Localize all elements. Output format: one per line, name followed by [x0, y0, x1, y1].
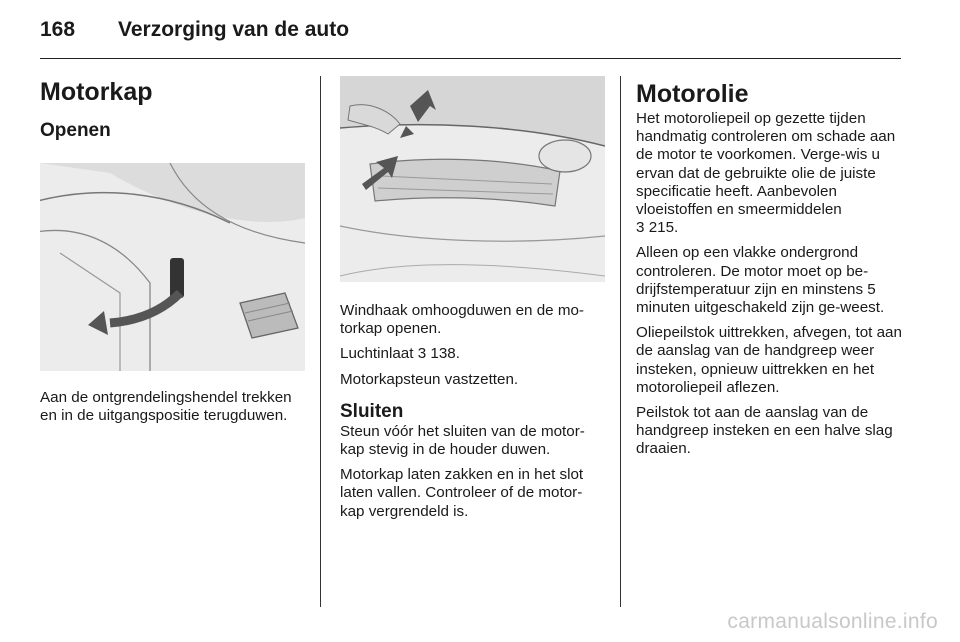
column-divider — [320, 76, 321, 607]
page-header — [40, 18, 349, 48]
paragraph: Windhaak omhoogduwen en de mo-torkap openen. — [340, 302, 584, 338]
chapter-title: Verzorging van de auto — [118, 18, 350, 41]
subsection-title-openen: Openen — [40, 120, 111, 141]
reference-arrow-icon: 3 — [636, 219, 645, 237]
paragraph: Peilstok tot aan de aanslag van de handgreep insteken en een halve slag draaien. — [636, 404, 893, 458]
hood-safety-catch-illustration — [340, 76, 605, 282]
middle-text — [340, 302, 605, 521]
paragraph: Oliepeilstok uittrekken, afvegen, tot aan de aanslag van de handgreep weer insteken, opnieuw uittrekken en het motoroliepeil aflezen. — [636, 324, 902, 396]
paragraph-reference: Luchtinlaat 3 138. — [340, 345, 460, 363]
watermark: carmanualsonline.info — [727, 610, 938, 633]
paragraph-reference: Het motoroliepeil op gezette tijden handmatig controleren om schade aan de motor te voorkomen. Verge-wis u ervan dat de gebruikte olie de juiste specificatie heeft. Aanbevolen vloeistoffen en smeermiddelen 3 215. — [636, 110, 896, 237]
paragraph: Motorkapsteun vastzetten. — [340, 370, 519, 388]
middle-column — [340, 76, 605, 528]
paragraph: Steun vóór het sluiten van de motor-kap stevig in de houder duwen. — [340, 422, 585, 459]
left-column — [40, 76, 305, 432]
column-divider — [620, 76, 621, 607]
header-rule — [40, 58, 901, 59]
hood-release-lever-illustration — [40, 163, 305, 371]
caption-hood-release: Aan de ontgrendelingshendel trekken en in de uitgangspositie terugduwen. — [40, 389, 292, 425]
section-title-motorkap: Motorkap — [40, 78, 153, 106]
page-number: 168 — [40, 18, 76, 41]
right-column — [636, 76, 904, 466]
paragraph: Alleen op een vlakke ondergrond controleren. De motor moet op be-drijfstemperatuur zijn en minstens 5 minuten uitgeschakeld zijn ge-weest. — [636, 244, 885, 317]
reference-arrow-icon: 3 — [417, 345, 427, 363]
paragraph: Motorkap laten zakken en in het slot laten vallen. Controleer of de motor-kap vergrendeld is. — [340, 466, 584, 520]
section-title-motorolie: Motorolie — [636, 80, 749, 108]
subsection-title-sluiten: Sluiten — [340, 400, 404, 422]
